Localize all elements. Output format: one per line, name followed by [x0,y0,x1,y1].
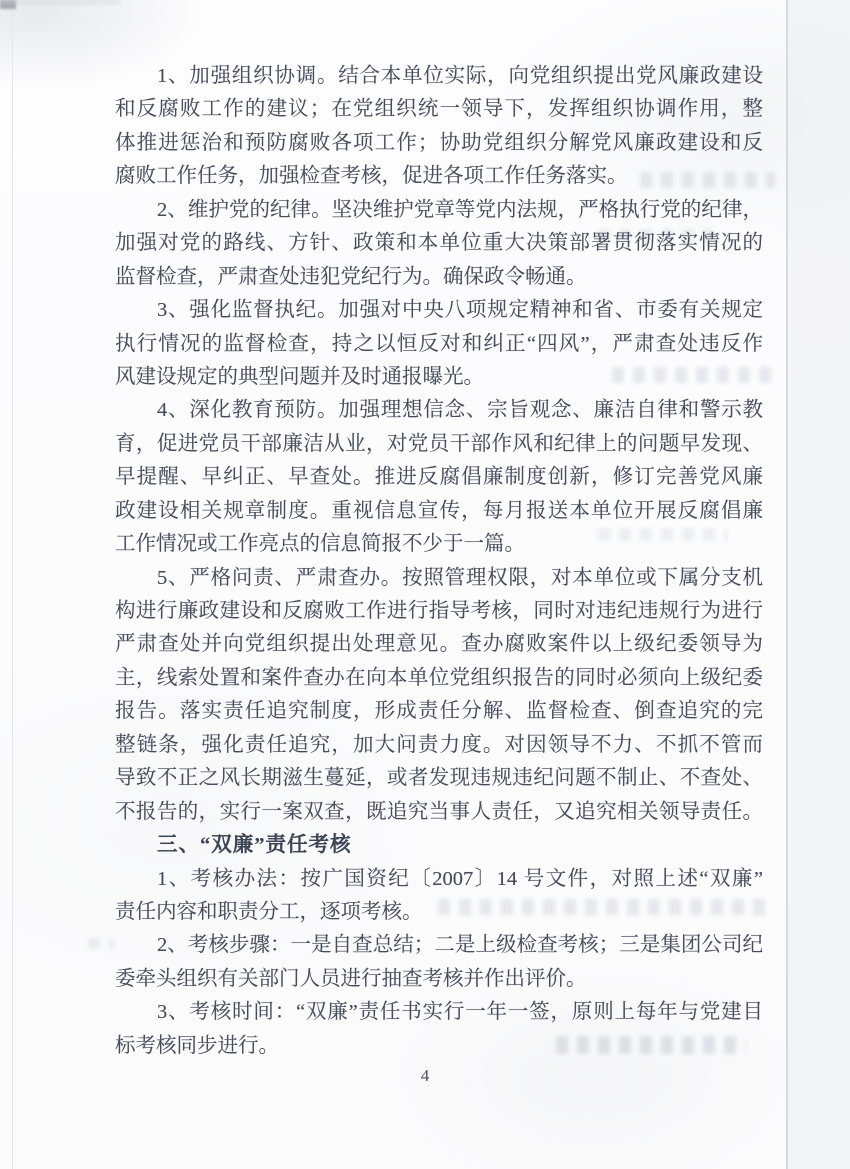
section-heading: 三、“双廉”责任考核 [157,834,352,857]
text-line: 1、考核办法：按广国资纪〔2007〕14 号文件，对照上述“双廉” [157,867,763,890]
text-line: 执行情况的监督检查，持之以恒反对和纠正“四风”，严肃查处违反作 [115,332,763,355]
text-line: 加强对党的路线、方针、政策和本单位重大决策部署贯彻落实情况的 [115,232,763,255]
scan-edge-strip-right [788,0,850,1169]
text-line: 5、严格问责、严肃查办。按照管理权限，对本单位或下属分支机 [157,566,763,589]
text-line: 3、强化监督执纪。加强对中央八项规定精神和省、市委有关规定 [157,299,763,322]
text-line: 严肃查处并向党组织提出处理意见。查办腐败案件以上级纪委领导为 [115,633,763,656]
text-line: 体推进惩治和预防腐败各项工作；协助党组织分解党风廉政建设和反 [115,131,763,154]
text-line: 不报告的，实行一案双查，既追究当事人责任，又追究相关领导责任。 [115,800,763,823]
text-line: 标考核同步进行。 [115,1034,279,1057]
page-number: 4 [420,1066,430,1085]
text-line: 构进行廉政建设和反腐败工作进行指导考核，同时对违纪违规行为进行 [115,600,763,622]
text-line: 导致不正之风长期滋生蔓延，或者发现违规违纪问题不制止、不查处、 [115,767,763,790]
text-line: 工作情况或工作亮点的信息简报不少于一篇。 [115,533,525,556]
text-line: 2、考核步骤：一是自查总结；二是上级检查考核；三是集团公司纪 [157,934,763,957]
text-line: 和反腐败工作的建议；在党组织统一领导下，发挥组织协调作用，整 [115,98,763,121]
document-body-text [115,60,763,1063]
text-line: 报告。落实责任追究制度，形成责任分解、监督检查、倒查追究的完 [115,700,763,723]
text-line: 1、加强组织协调。结合本单位实际，向党组织提出党风廉政建设 [157,65,763,87]
text-line: 委牵头组织有关部门人员进行抽查考核并作出评价。 [115,967,587,990]
text-line: 责任内容和职责分工，逐项考核。 [115,900,423,923]
text-line: 育，促进党员干部廉洁从业，对党员干部作风和纪律上的问题早发现、 [115,432,763,455]
text-line: 4、深化教育预防。加强理想信念、宗旨观念、廉洁自律和警示教 [157,399,763,422]
scan-edge-line-left [12,0,13,1169]
text-line: 主，线索处置和案件查办在向本单位党组织报告的同时必须向上级纪委 [115,666,763,689]
text-line: 腐败工作任务，加强检查考核，促进各项工作任务落实。 [115,165,628,188]
text-line: 政建设相关规章制度。重视信息宣传，每月报送本单位开展反腐倡廉 [115,499,763,522]
text-line: 风建设规定的典型问题并及时通报曝光。 [115,365,484,388]
text-line: 2、维护党的纪律。坚决维护党章等党内法规，严格执行党的纪律， [157,198,763,221]
text-line: 3、考核时间：“双廉”责任书实行一年一签，原则上每年与党建目 [157,1001,763,1024]
scan-top-smudge [0,0,120,4]
scan-edge-line-right [786,0,788,1169]
text-line: 监督检查，严肃查处违犯党纪行为。确保政令畅通。 [115,265,587,288]
text-line: 整链条，强化责任追究，加大问责力度。对因领导不力、不抓不管而 [115,733,763,756]
ink-bleedthrough-mark [88,938,114,949]
text-line: 早提醒、早纠正、早查处。推进反腐倡廉制度创新，修订完善党风廉 [115,466,763,489]
